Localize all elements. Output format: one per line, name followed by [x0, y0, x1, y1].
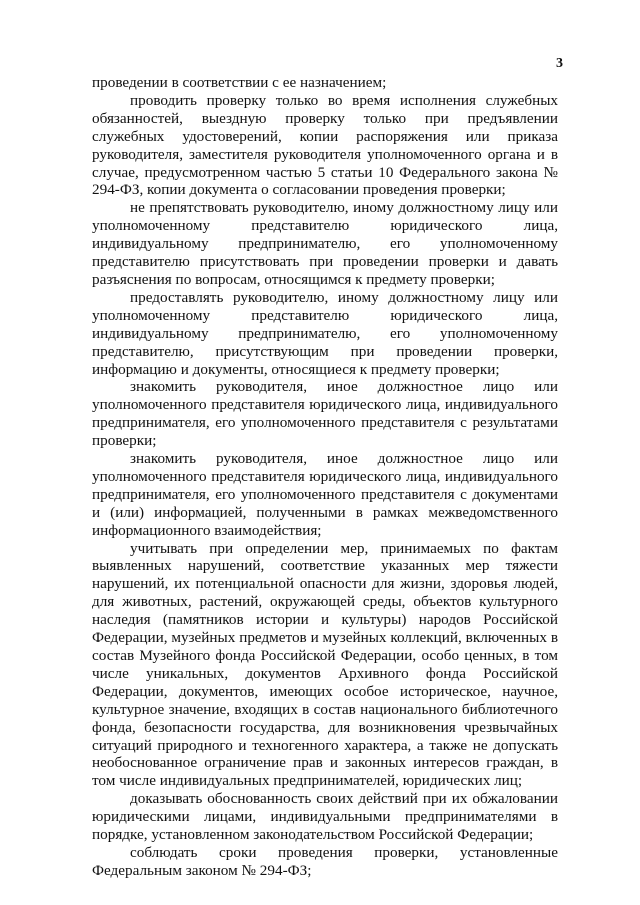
paragraph-acquaint-documents: знакомить руководителя, иное должностное лицо или уполномоченного представителя юридического лица, индивидуального предпринимателя, его уполномоченного представителя с документами и (или) информацией, полученными в рамках межведомственного информационного взаимодействия; [92, 450, 558, 539]
paragraph-acquaint-results: знакомить руководителя, иное должностное лицо или уполномоченного представителя юридического лица, индивидуального предпринимателя, его уполномоченного представителя с результатами проверки; [92, 378, 558, 450]
document-body [92, 74, 558, 880]
paragraph-observe-deadlines: соблюдать сроки проведения проверки, установленные Федеральным законом № 294-ФЗ; [92, 843, 558, 879]
page-number: 3 [556, 56, 563, 71]
paragraph-provide-information: предоставлять руководителю, иному должностному лицу или уполномоченному представителю юридического лица, индивидуальному предпринимателю, его уполномоченному представителю, присутствующим при проведении проверки, информацию и документы, относящиеся к предмету проверки; [92, 288, 558, 378]
paragraph-conduct-inspection: проводить проверку только во время исполнения служебных обязанностей, выездную проверку только при предъявлении служебных удостоверений, копии распоряжения или приказа руководителя, заместителя руководителя уполномоченного органа и в случае, предусмотренном частью 5 статьи 10 Федерального закона № 294-ФЗ, копии документа о согласовании проведения проверки; [92, 91, 558, 199]
paragraph-prove-validity: доказывать обоснованность своих действий при их обжаловании юридическими лицами, индивидуальными предпринимателями в порядке, установленном законодательством Российской Федерации; [92, 790, 558, 844]
paragraph-not-obstruct: не препятствовать руководителю, иному должностному лицу или уполномоченному представителю юридического лица, индивидуальному предпринимателю, его уполномоченному представителю присутствовать при проведении проверки и давать разъяснения по вопросам, относящимся к предмету проверки; [92, 199, 558, 288]
paragraph-consider-measures: учитывать при определении мер, принимаемых по фактам выявленных нарушений, соответствие указанных мер тяжести нарушений, их потенциальной опасности для жизни, здоровья людей, для животных, растений, окружающей среды, объектов культурного наследия (памятников истории и культуры) народов Российской Федерации, музейных предметов и музейных коллекций, включенных в состав Музейного фонда Российской Федерации, особо ценных, в том числе уникальных, документов Архивного фонда Российской Федерации, документов, имеющих особое историческое, научное, культурное значение, входящих в состав национального библиотечного фонда, безопасности государства, для возникновения чрезвычайных ситуаций природного и техногенного характера, а также не допускать необоснованное ограничение прав и законных интересов граждан, в том числе индивидуальных предпринимателей, юридических лиц; [92, 539, 558, 790]
paragraph-continuation: проведении в соответствии с ее назначением; [92, 74, 387, 91]
